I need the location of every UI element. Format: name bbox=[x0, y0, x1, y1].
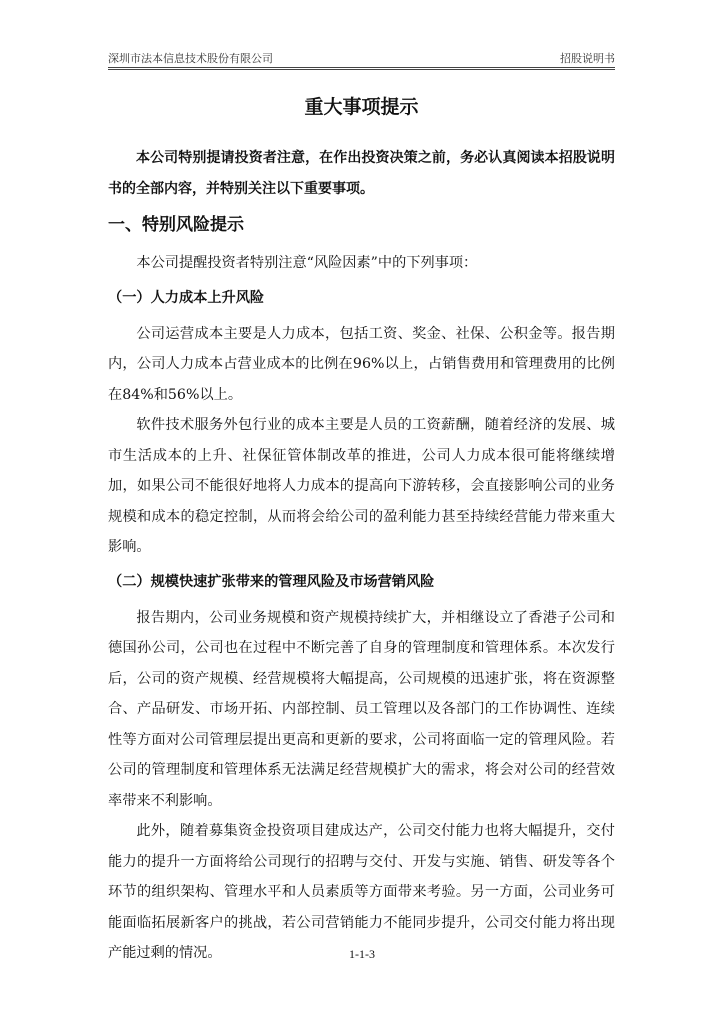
subsection-heading-management-risk: （二）规模快速扩张带来的管理风险及市场营销风险 bbox=[108, 573, 435, 590]
header-rule bbox=[108, 67, 615, 68]
page-title: 重大事项提示 bbox=[304, 96, 419, 118]
section-intro-paragraph: 本公司提醒投资者特别注意“风险因素”中的下列事项： bbox=[136, 255, 478, 271]
document-body bbox=[108, 92, 615, 969]
page-header bbox=[108, 50, 615, 68]
intro-paragraph: 本公司特别提请投资者注意，在作出投资决策之前，务必认真阅读本招股说明书的全部内容，并特别关注以下重要事项。 bbox=[108, 150, 615, 197]
header-rule-secondary bbox=[108, 69, 615, 70]
subsection-heading-labor-cost: （一）人力成本上升风险 bbox=[108, 289, 265, 306]
paragraph: 软件技术服务外包行业的成本主要是人员的工资薪酬，随着经济的发展、城市生活成本的上升、社保征管体制改革的推进，公司人力成本很可能将继续增加，如果公司不能很好地将人力成本的提高向下游转移，会直接影响公司的业务规模和成本的稳定控制，从而将会给公司的盈利能力甚至持续经营能力带来重大影响。 bbox=[108, 417, 615, 555]
paragraph: 公司运营成本主要是人力成本，包括工资、奖金、社保、公积金等。报告期内，公司人力成本占营业成本的比例在96%以上，占销售费用和管理费用的比例在84%和56%以上。 bbox=[108, 325, 615, 403]
paragraph: 报告期内，公司业务规模和资产规模持续扩大，并相继设立了香港子公司和德国孙公司，公司也在过程中不断完善了自身的管理制度和管理体系。本次发行后，公司的资产规模、经营规模将大幅提高，公司规模的迅速扩张，将在资源整合、产品研发、市场开拓、内部控制、员工管理以及各部门的工作协调性、连续性等方面对公司管理层提出更高和更新的要求，公司将面临一定的管理风险。若公司的管理制度和管理体系无法满足经营规模扩大的需求，将会对公司的经营效率带来不利影响。 bbox=[108, 609, 615, 809]
header-doc-type: 招股说明书 bbox=[560, 52, 615, 65]
paragraph: 此外，随着募集资金投资项目建成达产，公司交付能力也将大幅提升，交付能力的提升一方面将给公司现行的招聘与交付、开发与实施、销售、研发等各个环节的组织架构、管理水平和人员素质等方面带来考验。另一方面，公司业务可能面临拓展新客户的挑战，若公司营销能力不能同步提升，公司交付能力将出现产能过剩的情况。 bbox=[108, 823, 615, 961]
section-heading-risk: 一、特别风险提示 bbox=[108, 215, 244, 235]
header-company: 深圳市法本信息技术股份有限公司 bbox=[108, 52, 273, 65]
page-number: 1-1-3 bbox=[349, 947, 375, 961]
